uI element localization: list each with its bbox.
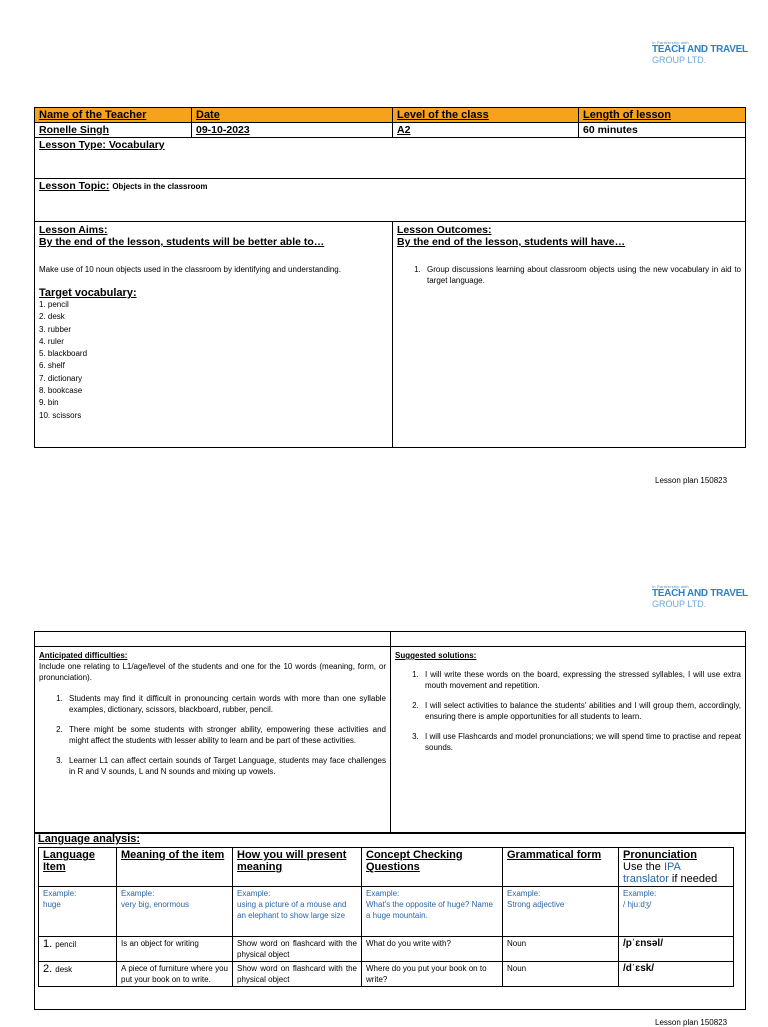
language-analysis-title: Language analysis: (38, 833, 141, 845)
list-item: 7. dictionary (39, 373, 83, 383)
list-item: 9. bin (39, 398, 59, 408)
row-item: 1. pencil (39, 937, 117, 962)
target-vocab-title: Target vocabulary: (39, 287, 137, 299)
header-date: Date (192, 108, 393, 123)
example-ccq: Example: What's the opposite of huge? Name a huge mountain. (362, 887, 503, 937)
difficulties-title: Anticipated difficulties: (39, 651, 128, 660)
list-item: 3. I will use Flashcards and model pronunciations; we will spend time to practise and repeat sounds. (421, 731, 741, 753)
difficulties-table (34, 631, 746, 834)
solutions-list (395, 669, 741, 753)
aims-title: Lesson Aims: (39, 224, 108, 236)
logo-line2: GROUP LTD. (652, 55, 707, 65)
list-item: 1. Students may find it difficult in pronouncing certain words with more than one syllable examples, dictionary, scissors, blackboard, rubber, pencil. (65, 693, 386, 715)
list-item: 4. ruler (39, 336, 64, 346)
example-form: Example: Strong adjective (503, 887, 619, 937)
col-language-item: Language Item (39, 848, 117, 887)
list-item: 8. bookcase (39, 386, 83, 396)
row-pron: /dˈɛsk/ (619, 962, 734, 987)
row-item: 2. desk (39, 962, 117, 987)
row-pron: /pˈɛnsəl/ (619, 937, 734, 962)
company-logo (652, 584, 752, 609)
outcomes-subtitle: By the end of the lesson, students will have… (397, 236, 626, 248)
col-present: How you will present meaning (233, 848, 362, 887)
logo-line2: GROUP LTD. (652, 599, 707, 609)
aims-subtitle: By the end of the lesson, students will be better able to… (39, 236, 325, 248)
lesson-date: 09-10-2023 (192, 123, 393, 138)
outcomes-list (397, 264, 741, 286)
row-present: Show word on flashcard with the physical object (233, 962, 362, 987)
logo-line1: TEACH AND TRAVEL (652, 44, 748, 55)
lesson-outcomes-cell (393, 222, 746, 448)
example-item: Example: huge (39, 887, 117, 937)
lesson-length: 60 minutes (579, 123, 746, 138)
teacher-name: Ronelle Singh (35, 123, 192, 138)
language-analysis-table (38, 847, 734, 987)
row-ccq: What do you write with? (362, 937, 503, 962)
difficulties-list (39, 693, 386, 777)
row-form: Noun (503, 962, 619, 987)
logo-partnership-text: In Partnership with (652, 40, 689, 45)
list-item: 1. Group discussions learning about classroom objects using the new vocabulary in aid to target language. (423, 264, 741, 286)
example-present: Example: using a picture of a mouse and an elephant to show large size (233, 887, 362, 937)
list-item: 1. I will write these words on the board, expressing the stressed syllables, I will use extra mouth movement and repetition. (421, 669, 741, 691)
list-item: 2. I will select activities to balance the students' abilities and I will group them, accordingly, ensuring there is ample opportunities for all students to learn. (421, 700, 741, 722)
list-item: 5. blackboard (39, 349, 88, 359)
table-row (39, 937, 734, 962)
col-meaning: Meaning of the item (117, 848, 233, 887)
table-row (39, 962, 734, 987)
aims-text: Make use of 10 noun objects used in the classroom by identifying and understanding. (39, 265, 341, 274)
header-level: Level of the class (393, 108, 579, 123)
lesson-plan-table (34, 107, 746, 448)
outcomes-title: Lesson Outcomes: (397, 224, 492, 236)
col-pronunciation: Pronunciation Use the IPA translator if needed (619, 848, 734, 887)
page-footer: Lesson plan 150823 (655, 1018, 728, 1027)
row-ccq: Where do you put your book on to write? (362, 962, 503, 987)
example-pron: Example: / hjuːdʒ/ (619, 887, 734, 937)
difficulties-intro: Include one relating to L1/age/level of the students and one for the 10 words (meaning, form, or pronunciation). (39, 662, 386, 682)
row-form: Noun (503, 937, 619, 962)
lesson-type: Lesson Type: Vocabulary (35, 138, 746, 179)
list-item: 3. Learner L1 can affect certain sounds of Target Language, students may face challenges in R and V sounds, L and N sounds and mixing up vowels. (65, 755, 386, 777)
logo-line1: TEACH AND TRAVEL (652, 588, 748, 599)
page-footer: Lesson plan 150823 (655, 476, 728, 485)
logo-partnership-text: In Partnership with (652, 584, 689, 589)
list-item: 3. rubber (39, 324, 72, 334)
row-meaning: Is an object for writing (117, 937, 233, 962)
vocab-list (39, 299, 388, 422)
example-meaning: Example: very big, enormous (117, 887, 233, 937)
lesson-topic: Lesson Topic: Objects in the classroom (35, 179, 746, 222)
lesson-aims-cell (35, 222, 393, 448)
company-logo (652, 40, 752, 65)
col-ccq: Concept Checking Questions (362, 848, 503, 887)
list-item: 6. shelf (39, 361, 65, 371)
list-item: 1. pencil (39, 300, 69, 309)
row-meaning: A piece of furniture where you put your book on to write. (117, 962, 233, 987)
list-item: 2. There might be some students with stronger ability, empowering these activities and might affect the students with lesser ability to learn and be part of these activities. (65, 724, 386, 746)
header-teacher: Name of the Teacher (35, 108, 192, 123)
difficulties-cell (35, 647, 391, 834)
class-level: A2 (393, 123, 579, 138)
col-form: Grammatical form (503, 848, 619, 887)
row-present: Show word on flashcard with the physical object (233, 937, 362, 962)
solutions-cell (391, 647, 746, 834)
list-item: 10. scissors (39, 410, 82, 420)
header-length: Length of lesson (579, 108, 746, 123)
solutions-title: Suggested solutions: (395, 651, 477, 660)
list-item: 2. desk (39, 312, 65, 322)
